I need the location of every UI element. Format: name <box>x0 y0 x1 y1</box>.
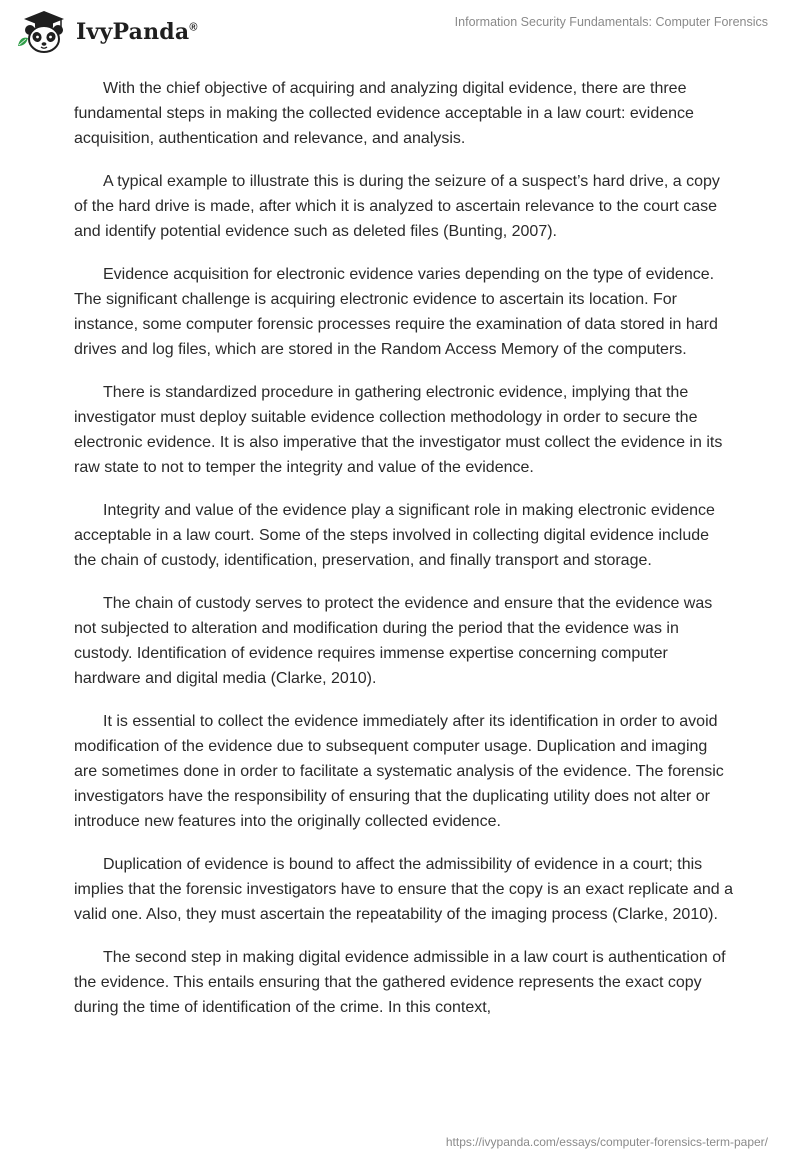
brand-name: IvyPanda® <box>76 19 198 45</box>
paragraph: The chain of custody serves to protect the evidence and ensure that the evidence was not subjected to alteration and modification during the period that the evidence was in custody. Identification of evidence requires immense expertise concerning computer hardware and digital media (Clarke, 2010). <box>74 595 713 687</box>
panda-graduate-icon <box>16 8 72 56</box>
paragraph: Evidence acquisition for electronic evidence varies depending on the type of evidence. The significant challenge is acquiring electronic evidence to ascertain its location. For instance, some computer forensic processes require the examination of data stored in hard drives and log files, which are stored in the Random Access Memory of the computers. <box>74 266 718 358</box>
essay-body <box>74 76 734 1038</box>
paragraph: A typical example to illustrate this is during the seizure of a suspect’s hard drive, a copy of the hard drive is made, after which it is analyzed to ascertain relevance to the court case and identify potential evidence such as deleted files (Bunting, 2007). <box>74 173 720 240</box>
paragraph: There is standardized procedure in gathering electronic evidence, implying that the investigator must deploy suitable evidence collection methodology in order to secure the electronic evidence. It is also imperative that the investigator must collect the evidence in its raw state to not to temper the integrity and value of the evidence. <box>74 384 723 476</box>
paragraph: The second step in making digital evidence admissible in a law court is authentication of the evidence. This entails ensuring that the gathered evidence represents the exact copy during the time of identification of the crime. In this context, <box>74 949 726 1016</box>
ivypanda-logo[interactable] <box>16 8 198 56</box>
running-title: Information Security Fundamentals: Computer Forensics <box>454 15 768 29</box>
paragraph: It is essential to collect the evidence immediately after its identification in order to avoid modification of the evidence due to subsequent computer usage. Duplication and imaging are sometimes done in order to facilitate a systematic analysis of the evidence. The forensic investigators have the responsibility of ensuring that the duplicating utility does not alter or introduce new features into the originally collected evidence. <box>74 713 724 830</box>
paragraph: Duplication of evidence is bound to affect the admissibility of evidence in a court; this implies that the forensic investigators have to ensure that the copy is an exact replicate and a valid one. Also, they must ascertain the repeatability of the imaging process (Clarke, 2010). <box>74 856 734 923</box>
paragraph: Integrity and value of the evidence play a significant role in making electronic evidence acceptable in a law court. Some of the steps involved in collecting digital evidence include the chain of custody, identification, preservation, and finally transport and storage. <box>74 502 715 569</box>
source-url[interactable]: https://ivypanda.com/essays/computer-forensics-term-paper/ <box>445 1135 768 1149</box>
paragraph: With the chief objective of acquiring and analyzing digital evidence, there are three fundamental steps in making the collected evidence acceptable in a law court: evidence acquisition, authentication and relevance, and analysis. <box>74 80 694 147</box>
page-header <box>0 0 800 62</box>
